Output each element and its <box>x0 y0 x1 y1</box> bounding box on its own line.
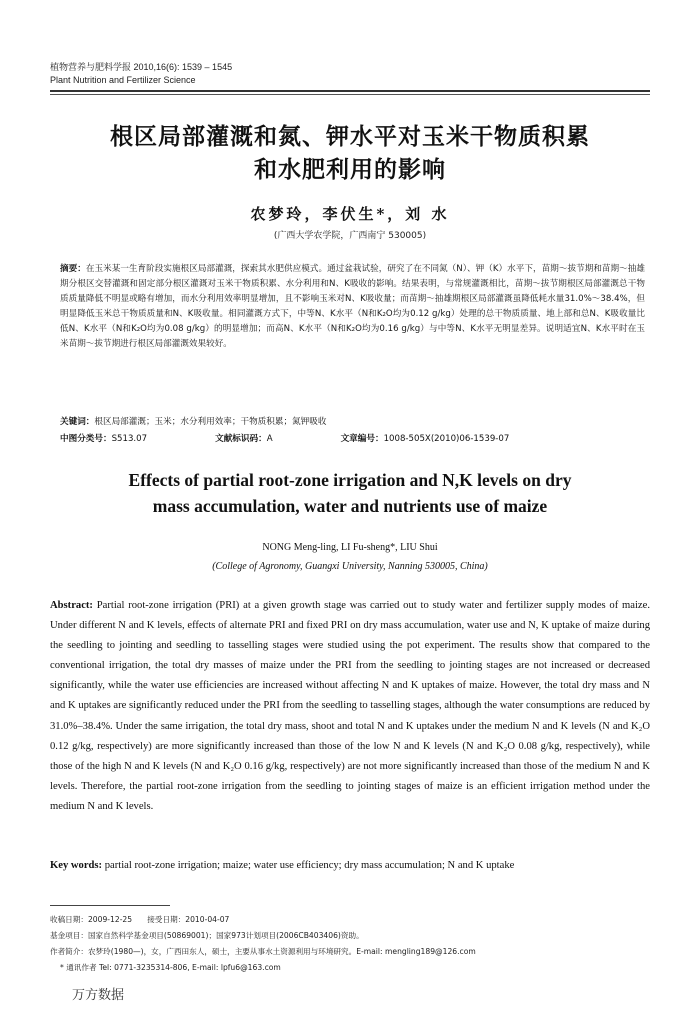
keywords-en <box>50 860 650 871</box>
document-code: 文献标识码：A <box>215 434 273 444</box>
classification-cn <box>60 432 645 444</box>
abstract-en <box>50 596 650 817</box>
abstract-cn-label: 摘要： <box>60 264 86 274</box>
abstract-cn-text: 在玉米某一生育阶段实施根区局部灌溉，探索其水肥供应模式。通过盆栽试验，研究了在不同氮（N）、钾（K）水平下，苗期～拔节期和苗期～抽雄期分根区交替灌溉和固定部分根区灌溉对玉米干物质积累、水分利用和N、K吸收的影响。结果表明，与常规灌溉相比，苗期～拔节期根区局部灌溉总干物质质量降低不明显或略有增加，而水分利用效率明显增加，且不影响玉米对N、K吸收量；而苗期～抽雄期根区局部灌溉虽降低耗水量31.0%～38.4%，但明显降低玉米总干物质质量和N、K吸收量。相同灌溉方式下，中等N、K水平（N和K₂O均为0.12 g/kg）处理的总干物质质量、地上部和总N、K吸收量比低N、K水平（N和K₂O均为0.08 g/kg）的明显增加；而高N、K水平（N和K₂O均为0.16 g/kg）与中等N、K水平无明显差异。说明适宜N、K水平时在玉米苗期～拔节期进行根区局部灌溉效果较好。 <box>60 264 645 350</box>
journal-citation-cn: 植物营养与肥料学报 2010,16(6): 1539 – 1545 <box>50 62 233 72</box>
footnotes <box>50 912 650 976</box>
title-en-line2: mass accumulation, water and nutrients use of maize <box>152 496 548 516</box>
abstract-en-text: Partial root-zone irrigation (PRI) at a given growth stage was carried out to study water and fertilizer supply modes of maize. Under different N and K levels, effects of alternate PRI and fixed PRI on dry mass accumulation, water use and N, K uptake of maize during the seedling to jointing and seedling to tasselling stages were studied using the pot experiment. The results show that compared to the conventional irrigation, the total dry masses of maize under the PRI from the seedling to jointing stages are not increased or decreased significantly, while the water use efficiencies are increased without affecting N and K uptakes of maize. However, the total dry mass and N and K uptakes are significantly reduced under the PRI from the seedling to tasselling stages, although the water consumptions are reduced by 31.0%–38.4%. Under the same irrigation, the total dry mass, shoot and total N and K uptakes under the medium N and K levels (N and K₂O 0.12 g/kg, respectively) are more significantly increased than those of the low N and K levels (N and K₂O 0.08 g/kg, respectively), while those of the high N and K levels (N and K₂O 0.16 g/kg, respectively) are not more significantly increased than those of the medium N and K levels. Therefore, the partial root-zone irrigation from the seedling to jointing stages of maize is an efficient irrigation method under the medium N and K levels. <box>50 600 650 812</box>
affiliation-en: (College of Agronomy, Guangxi University, Nanning 530005, China) <box>212 561 488 572</box>
journal-name-en: Plant Nutrition and Fertilizer Science <box>50 75 196 85</box>
footnote-fund: 基金项目：国家自然科学基金项目(50869001)；国家973计划项目(2006CB403406)资助。 <box>50 931 364 940</box>
footnote-author: 作者简介：农梦玲(1980—)，女，广西田东人，硕士，主要从事水土资源利用与环境研究。E-mail: mengling189@126.com <box>50 947 476 956</box>
header-rule-thin <box>50 94 650 95</box>
keywords-en-text: partial root-zone irrigation; maize; water use efficiency; dry mass accumulation; N and K uptake <box>104 860 515 871</box>
authors-en: NONG Meng-ling, LI Fu-sheng*, LIU Shui <box>262 542 438 553</box>
abstract-cn <box>60 262 645 353</box>
abstract-en-label: Abstract: <box>50 600 93 611</box>
keywords-cn <box>60 415 645 427</box>
title-en-line1: Effects of partial root-zone irrigation and N,K levels on dry <box>128 470 572 490</box>
clc-number: 中图分类号：S513.07 <box>60 434 148 444</box>
title-cn-line1: 根区局部灌溉和氮、钾水平对玉米干物质积累 <box>110 124 590 150</box>
header-rule-thick <box>50 90 650 92</box>
watermark: 万方数据 <box>72 988 125 1003</box>
keywords-cn-label: 关键词： <box>60 417 95 427</box>
keywords-en-label: Key words: <box>50 860 103 871</box>
authors-cn: 农梦玲，李伏生*，刘 水 <box>250 205 450 223</box>
title-cn-line2: 和水肥利用的影响 <box>254 157 446 183</box>
footnote-corresponding: * 通讯作者 Tel: 0771-3235314-806, E-mail: lpfu6@163.com <box>60 963 281 972</box>
footnote-rule <box>50 905 170 906</box>
article-number: 文章编号：1008-505X(2010)06-1539-07 <box>340 434 510 444</box>
keywords-cn-text: 根区局部灌溉；玉米；水分利用效率；干物质积累；氮钾吸收 <box>94 417 327 427</box>
affiliation-cn: (广西大学农学院，广西南宁 530005) <box>273 231 427 241</box>
footnote-received: 收稿日期：2009-12-25 接受日期：2010-04-07 <box>50 915 230 924</box>
